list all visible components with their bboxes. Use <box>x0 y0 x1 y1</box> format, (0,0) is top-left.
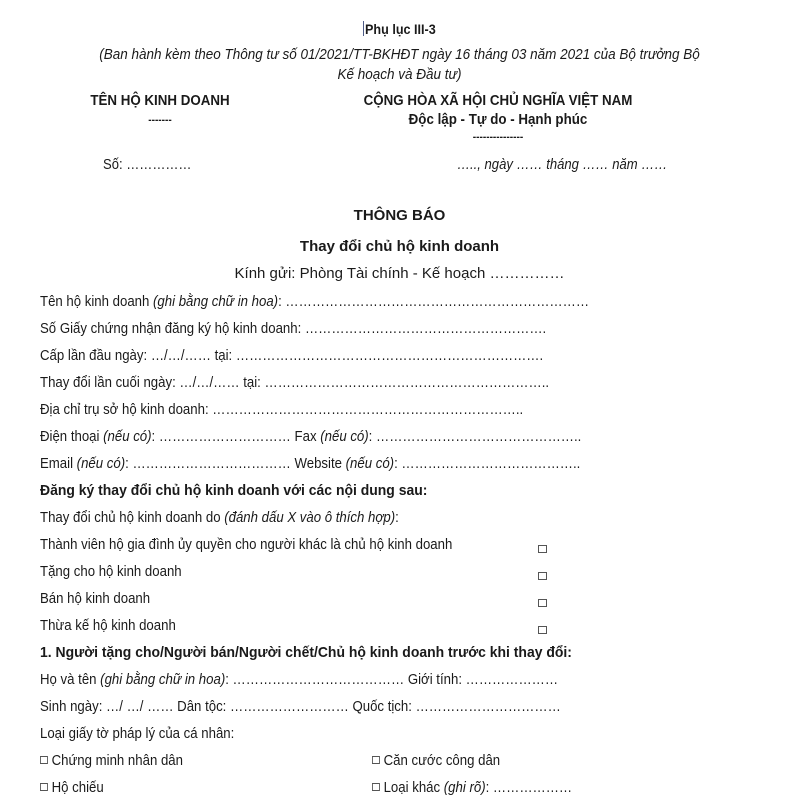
checkbox-icon[interactable] <box>538 572 547 580</box>
register-section-heading: Đăng ký thay đổi chủ hộ kinh doanh với các nội dung sau: <box>40 482 428 499</box>
reason-label-sale: Bán hộ kinh doanh <box>40 590 151 607</box>
reason-label-gift: Tặng cho hộ kinh doanh <box>40 563 182 580</box>
certificate-number-field[interactable]: Số Giấy chứng nhận đăng ký hộ kinh doanh: ………………………………………………. <box>40 320 547 337</box>
last-change-field[interactable]: Thay đổi lần cuối ngày: …/…/…… tại: ……………………………………………………….. <box>40 374 550 391</box>
header-right-divider: --------------- <box>472 131 524 143</box>
phone-fax-row <box>40 428 581 445</box>
id-type-label: Loại giấy tờ pháp lý của cá nhân: <box>40 725 235 742</box>
notice-title: THÔNG BÁO <box>353 207 446 224</box>
checkbox-icon[interactable] <box>372 783 380 791</box>
id-option-national-id[interactable]: Chứng minh nhân dân <box>40 752 183 769</box>
checkbox-icon[interactable] <box>372 756 380 764</box>
national-title: CỘNG HÒA XÃ HỘI CHỦ NGHĨA VIỆT NAM <box>363 93 633 109</box>
reason-label-authorized: Thành viên hộ gia đình ủy quyền cho người khác là chủ hộ kinh doanh <box>40 536 453 553</box>
website-field[interactable]: Website (nếu có): ………………………………….. <box>294 455 581 472</box>
id-option-passport[interactable]: Hộ chiếu <box>40 779 104 796</box>
issuance-note-line2: Kế hoạch và Đầu tư) <box>337 67 462 83</box>
checkbox-icon[interactable] <box>40 756 48 764</box>
reason-checkbox-inheritance[interactable] <box>538 622 547 640</box>
reason-checkbox-authorized[interactable] <box>538 541 547 559</box>
first-issue-field[interactable]: Cấp lần đầu ngày: …/…/…… tại: ……………………………………………………………. <box>40 347 544 364</box>
notice-subtitle: Thay đổi chủ hộ kinh doanh <box>299 238 500 255</box>
email-website-row <box>40 455 580 472</box>
document-number-field[interactable]: Số: …………… <box>103 157 192 173</box>
full-name-field[interactable]: Họ và tên (ghi bằng chữ in hoa): ………………………………… <box>40 671 408 688</box>
gender-field[interactable]: Giới tính: ………………… <box>407 671 559 688</box>
fax-field[interactable]: Fax (nếu có): ……………………………………….. <box>294 428 582 445</box>
id-option-citizen-id[interactable]: Căn cước công dân <box>372 752 500 769</box>
change-reason-label: Thay đổi chủ hộ kinh doanh do (đánh dấu X vào ô thích hợp): <box>40 509 399 526</box>
email-field[interactable]: Email (nếu có): ……………………………… <box>40 455 295 472</box>
appendix-title: Phụ lục III-3 <box>365 21 436 37</box>
recipient-line[interactable]: Kính gửi: Phòng Tài chính - Kế hoạch …………… <box>234 265 565 282</box>
name-gender-row <box>40 671 558 688</box>
id-option-other[interactable]: Loại khác (ghi rõ): ……………… <box>372 779 572 796</box>
business-household-header: TÊN HỘ KINH DOANH <box>90 93 230 109</box>
issuance-note-line1: (Ban hành kèm theo Thông tư số 01/2021/TT-BKHĐT ngày 16 tháng 03 năm 2021 của Bộ trưởng Bộ <box>99 47 700 63</box>
document-date-field[interactable]: ….., ngày …… tháng …… năm …… <box>457 157 668 173</box>
checkbox-icon[interactable] <box>538 545 547 553</box>
header-left-divider: ------- <box>148 114 172 126</box>
checkbox-icon[interactable] <box>538 626 547 634</box>
business-name-field[interactable]: Tên hộ kinh doanh (ghi bằng chữ in hoa): …………………………………………………………… <box>40 293 590 310</box>
reason-checkbox-gift[interactable] <box>538 568 547 586</box>
reason-checkbox-sale[interactable] <box>538 595 547 613</box>
section-1-heading: 1. Người tặng cho/Người bán/Người chết/Chủ hộ kinh doanh trước khi thay đổi: <box>40 644 572 661</box>
phone-field[interactable]: Điện thoại (nếu có): ………………………… <box>40 428 295 445</box>
national-motto: Độc lập - Tự do - Hạnh phúc <box>408 112 588 128</box>
address-field[interactable]: Địa chỉ trụ sở hộ kinh doanh: …………………………………………………………….. <box>40 401 524 418</box>
checkbox-icon[interactable] <box>40 783 48 791</box>
checkbox-icon[interactable] <box>538 599 547 607</box>
birth-ethnicity-nationality-field[interactable]: Sinh ngày: …/ …/ …… Dân tộc: ……………………… Quốc tịch: …………………………… <box>40 698 561 715</box>
reason-label-inheritance: Thừa kế hộ kinh doanh <box>40 617 176 634</box>
